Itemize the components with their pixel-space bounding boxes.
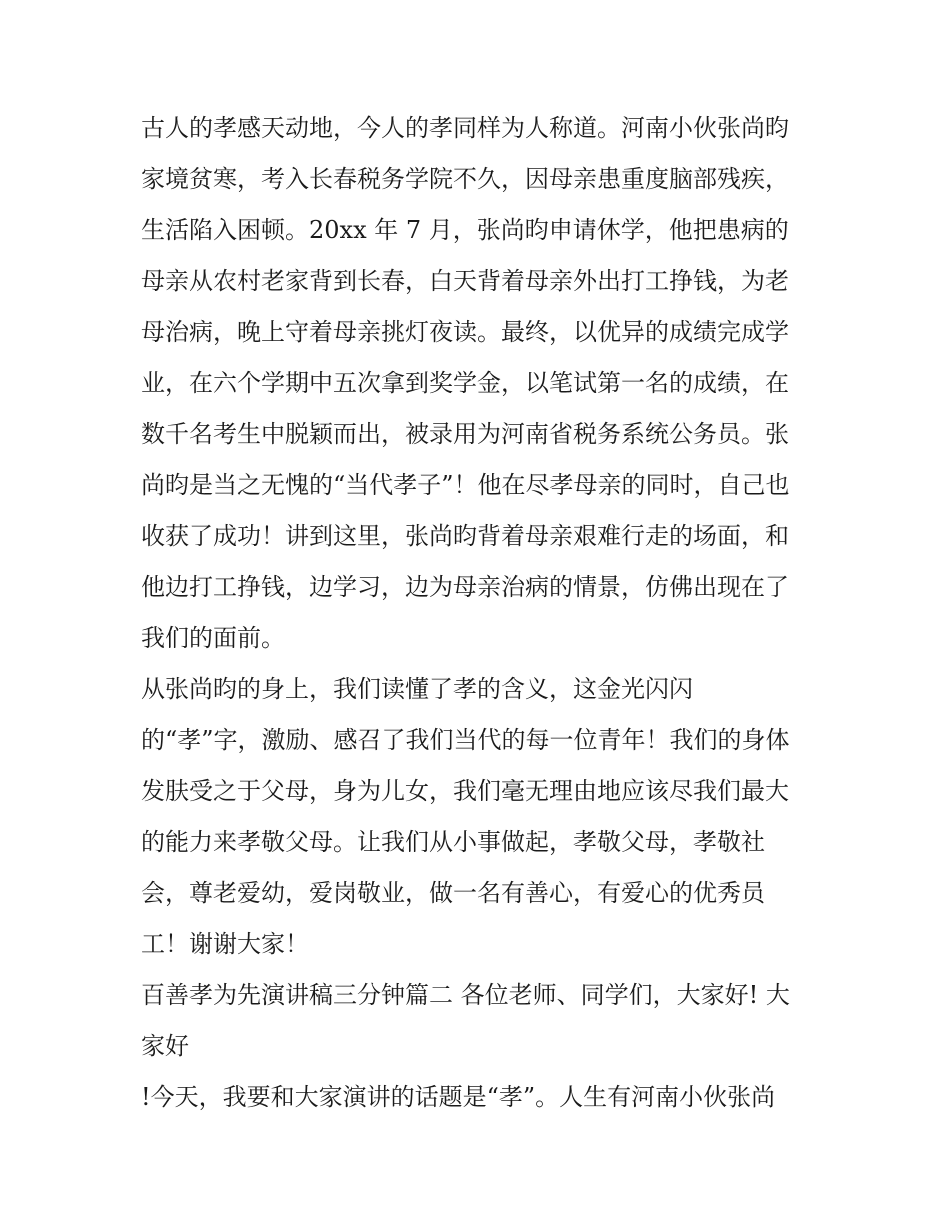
text-line: 生活陷入困顿。20xx 年 7 月，张尚昀申请休学，他把患病的	[141, 216, 789, 244]
text-line: 百善孝为先演讲稿三分钟篇二 各位老师、同学们，大家好! 大	[141, 981, 790, 1009]
text-line: 我们的面前。	[141, 624, 285, 652]
text-line: 会，尊老爱幼，爱岗敬业，做一名有善心，有爱心的优秀员	[141, 879, 765, 907]
text-line: 他边打工挣钱，边学习，边为母亲治病的情景，仿佛出现在了	[141, 573, 789, 601]
text-line: 古人的孝感天动地，今人的孝同样为人称道。河南小伙张尚昀	[141, 114, 789, 142]
text-line: 的“孝”字，激励、感召了我们当代的每一位青年！我们的身体	[141, 726, 790, 754]
text-line: 尚昀是当之无愧的“当代孝子”！他在尽孝母亲的同时，自己也	[141, 471, 790, 499]
text-line: 工！谢谢大家！	[141, 930, 309, 958]
text-line: 的能力来孝敬父母。让我们从小事做起，孝敬父母，孝敬社	[141, 828, 765, 856]
text-line: 发肤受之于父母，身为儿女，我们毫无理由地应该尽我们最大	[141, 777, 789, 805]
text-line: 母治病，晚上守着母亲挑灯夜读。最终，以优异的成绩完成学	[141, 318, 789, 346]
text-line: 数千名考生中脱颖而出，被录用为河南省税务系统公务员。张	[141, 420, 789, 448]
text-line: 母亲从农村老家背到长春，白天背着母亲外出打工挣钱，为老	[141, 267, 789, 295]
text-line: 收获了成功！讲到这里，张尚昀背着母亲艰难行走的场面，和	[141, 522, 789, 550]
text-line: 从张尚昀的身上，我们读懂了孝的含义，这金光闪闪	[141, 675, 693, 703]
text-line: !今天，我要和大家演讲的话题是“孝”。人生有河南小伙张尚	[141, 1083, 776, 1111]
text-line: 业，在六个学期中五次拿到奖学金，以笔试第一名的成绩，在	[141, 369, 789, 397]
text-line: 家好	[141, 1032, 189, 1060]
text-line: 家境贫寒，考入长春税务学院不久，因母亲患重度脑部残疾，	[141, 165, 789, 193]
